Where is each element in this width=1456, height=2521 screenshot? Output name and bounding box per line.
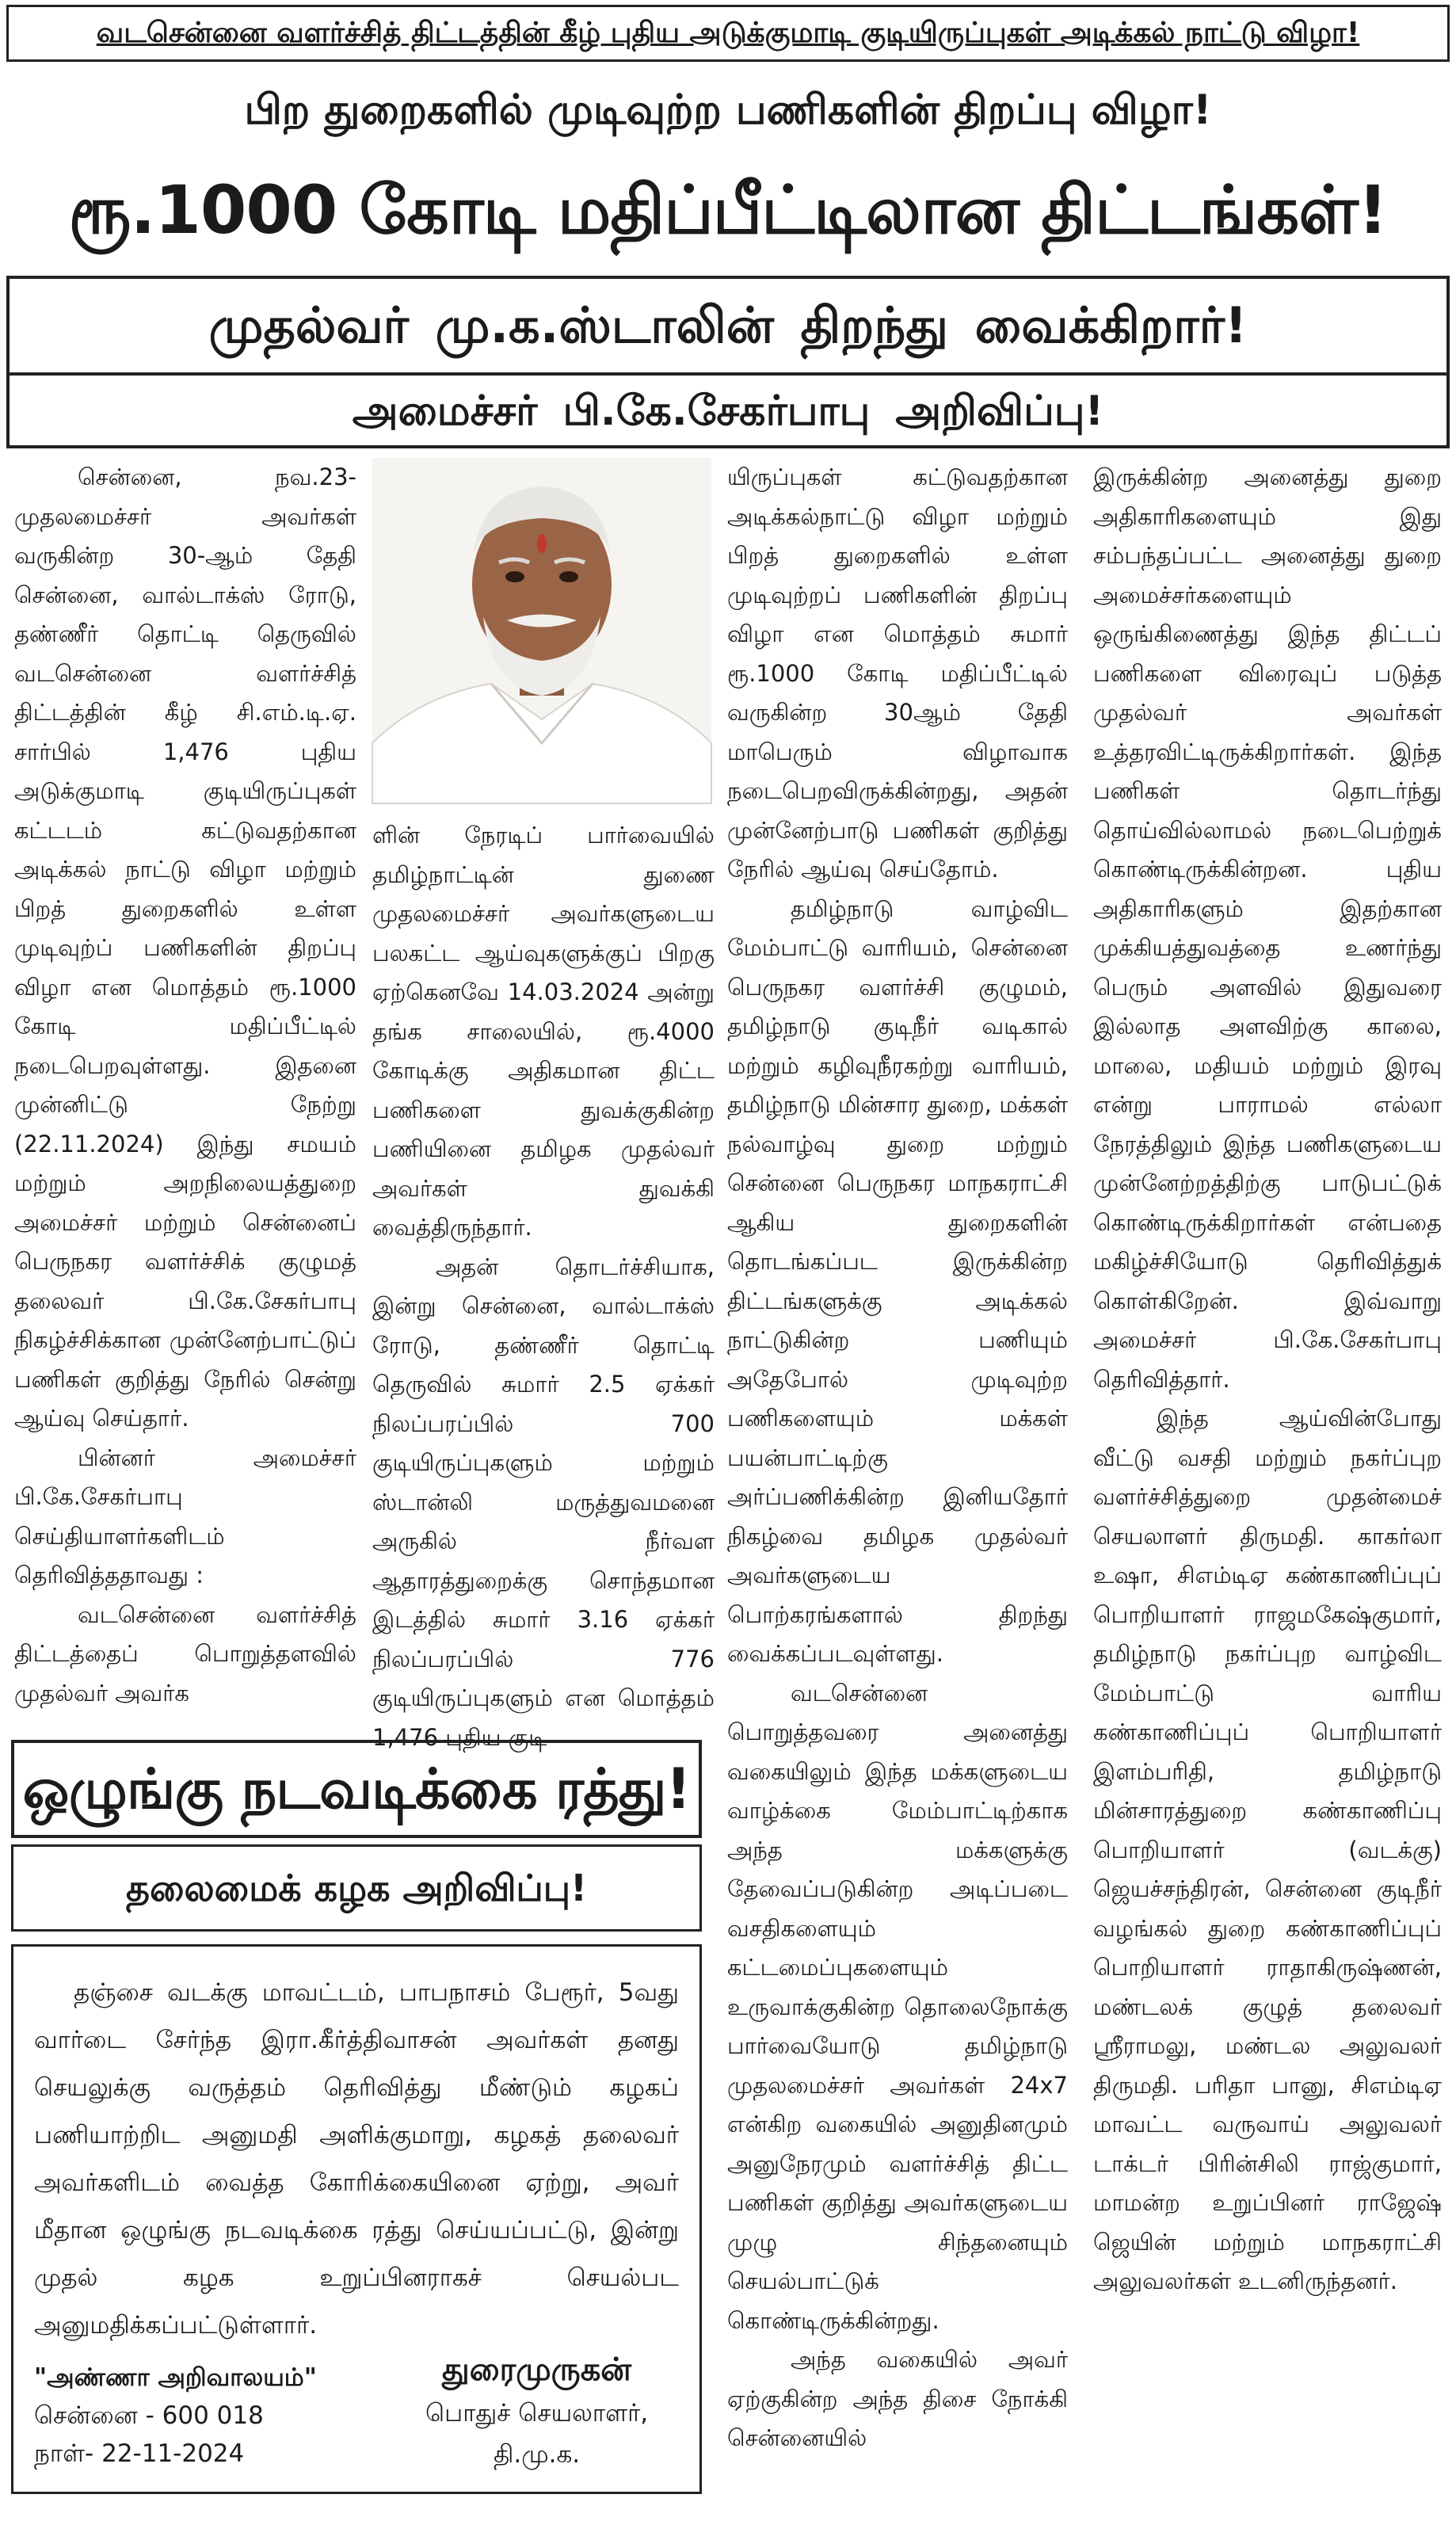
notice-party: தி.மு.க.	[493, 2440, 581, 2469]
minister-portrait-photo	[372, 458, 711, 803]
article-paragraph: அந்த வகையில் அவர் ஏற்குகின்ற அந்த திசை நோக்கி சென்னையில்	[727, 2346, 1068, 2451]
headline-box	[6, 276, 1450, 448]
headline-box-line1: முதல்வர் மு.க.ஸ்டாலின் திறந்து வைக்கிறார்!	[208, 296, 1248, 354]
article-paragraph: அதன் தொடர்ச்சியாக, இன்று சென்னை, வால்டாக்ஸ் ரோடு, தண்ணீர் தொட்டி தெருவில் சுமார் 2.5 ஏக்கர் நிலப்பரப்பில் 700 குடியிருப்புகளும் மற்றும் ஸ்டான்லி மருத்துவமனை அருகில் நீர்வள ஆதாரத்துறைக்கு சொந்தமான இடத்தில் சுமார் 3.16 ஏக்கர் நிலப்பரப்பில் 776 குடியிருப்புகளும் என மொத்தம் 1,476 புதிய குடி	[372, 1253, 715, 1751]
article-paragraph: இருக்கின்ற அனைத்து துறை அதிகாரிகளையும் இது சம்பந்தப்பட்ட அனைத்து துறை அமைச்சர்களையும் ஒருங்கிணைத்து இந்த திட்டப் பணிகளை விரைவுப் படுத்த முதல்வர் அவர்கள் உத்தரவிட்டிருக்கிறார்கள். இந்த பணிகள் தொடர்ந்து தொய்வில்லாமல் நடைபெற்றுக் கொண்டிருக்கின்றன. புதிய அதிகாரிகளும் இதற்கான முக்கியத்துவத்தை உணர்ந்து பெரும் அளவில் இதுவரை இல்லாத அளவிற்கு காலை, மாலை, மதியம் மற்றும் இரவு என்று பாராமல் எல்லா நேரத்திலும் இந்த பணிகளுடைய முன்னேற்றத்திற்கு பாடுபட்டுக் கொண்டிருக்கிறார்கள் என்பதை மகிழ்ச்சியோடு தெரிவித்துக் கொள்கிறேன். இவ்வாறு அமைச்சர் பி.கே.சேகர்பாபு தெரிவித்தார்.	[1093, 463, 1442, 1393]
headline-box-line2: அமைச்சர் பி.கே.சேகர்பாபு அறிவிப்பு!	[352, 387, 1104, 435]
notice-signature-block	[425, 2347, 648, 2475]
article-paragraph: சென்னை, நவ.23- முதலமைச்சர் அவர்கள் வருகின்ற 30-ஆம் தேதி சென்னை, வால்டாக்ஸ் ரோடு, தண்ணீர் தொட்டி தெருவில் வடசென்னை வளர்ச்சித் திட்டத்தின் கீழ் சி.எம்.டி.ஏ. சார்பில் 1,476 புதிய அடுக்குமாடி குடியிருப்புகள் கட்டடம் கட்டுவதற்கான அடிக்கல் நாட்டு விழா மற்றும் பிறத் துறைகளில் உள்ள முடிவுற்ப் பணிகளின் திறப்பு விழா என மொத்தம் ரூ.1000 கோடி மதிப்பீட்டில் நடைபெறவுள்ளது. இதனை முன்னிட்டு நேற்று (22.11.2024) இந்து சமயம் மற்றும் அறநிலையத்துறை அமைச்சர் மற்றும் சென்னைப் பெருநகர வளர்ச்சிக் குழுமத் தலைவர் பி.கே.சேகர்பாபு நிகழ்ச்சிக்கான முன்னேற்பாட்டுப் பணிகள் குறித்து நேரில் சென்று ஆய்வு செய்தார்.	[14, 463, 356, 1432]
article-paragraph: வடசென்னை வளர்ச்சித் திட்டத்தைப் பொறுத்தளவில் முதல்வர் அவர்க	[14, 1600, 356, 1707]
notice-date: நாள்- 22-11-2024	[34, 2439, 245, 2468]
article-paragraph: இந்த ஆய்வின்போது வீட்டு வசதி மற்றும் நகர்ப்புற வளர்ச்சித்துறை முதன்மைச் செயலாளர் திருமதி. காகர்லா உஷா, சிஎம்டிஏ கண்காணிப்புப் பொறியாளர் ராஜமகேஷ்குமார், தமிழ்நாடு நகர்ப்புற வாழ்விட மேம்பாட்டு வாரிய கண்காணிப்புப் பொறியாளர் இளம்பரிதி, தமிழ்நாடு மின்சாரத்துறை கண்காணிப்பு பொறியாளர் (வடக்கு) ஜெயச்சந்திரன், சென்னை குடிநீர் வழங்கல் துறை கண்காணிப்புப் பொறியாளர் ராதாகிருஷ்ணன், மண்டலக் குழுத் தலைவர் ஸ்ரீராமலு, மண்டல அலுவலர் திருமதி. பரிதா பானு, சிஎம்டிஏ மாவட்ட வருவாய் அலுவலர் டாக்டர் பிரின்சிலி ராஜ்குமார், மாமன்ற உறுப்பினர் ராஜேஷ் ஜெயின் மற்றும் மாநகராட்சி அலுவலர்கள் உடனிருந்தனர்.	[1093, 1405, 1442, 2294]
notice-address	[34, 2359, 317, 2473]
article-column-3	[727, 458, 1068, 2510]
notice-designation: பொதுச் செயலாளர்,	[425, 2399, 649, 2428]
notice-body-text: தஞ்சை வடக்கு மாவட்டம், பாபநாசம் பேரூர், 5வது வார்டை சேர்ந்த இரா.கீர்த்திவாசன் அவர்கள் தனது செயலுக்கு வருத்தம் தெரிவித்து மீண்டும் கழகப் பணியாற்றிட அனுமதி அளிக்குமாறு, கழகத் தலைவர் அவர்களிடம் வைத்த கோரிக்கையினை ஏற்று, அவர் மீதான ஒழுங்கு நடவடிக்கை ரத்து செய்யப்பட்டு, இன்று முதல் கழக உறுப்பினராகச் செயல்பட அனுமதிக்கப்பட்டுள்ளார்.	[34, 1978, 679, 2340]
article-column-1	[14, 458, 356, 1726]
main-headline: ரூ.1000 கோடி மதிப்பீட்டிலான திட்டங்கள்!	[68, 171, 1388, 249]
notice-title: ஒழுங்கு நடவடிக்கை ரத்து!	[11, 1740, 702, 1838]
article-column-2	[372, 816, 715, 1751]
article-column-4	[1093, 458, 1442, 2510]
article-paragraph: யிருப்புகள் கட்டுவதற்கான அடிக்கல்நாட்டு விழா மற்றும் பிறத் துறைகளில் உள்ள முடிவுற்றப் பணிகளின் திறப்பு விழா என மொத்தம் சுமார் ரூ.1000 கோடி மதிப்பீட்டில் வருகின்ற 30ஆம் தேதி மாபெரும் விழாவாக நடைபெறவிருக்கின்றது, அதன் முன்னேற்பாடு பணிகள் குறித்து நேரில் ஆய்வு செய்தோம்.	[727, 463, 1068, 883]
notice-body-box	[11, 1944, 702, 2494]
notice-address-line: சென்னை - 600 018	[34, 2401, 264, 2430]
minister-portrait-illustration	[372, 458, 711, 803]
party-notice-box	[11, 1740, 702, 2494]
article-paragraph: ளின் நேரடிப் பார்வையில் தமிழ்நாட்டின் துணை முதலமைச்சர் அவர்களுடைய பலகட்ட ஆய்வுகளுக்குப் பிறகு ஏற்கெனவே 14.03.2024 அன்று தங்க சாலையில், ரூ.4000 கோடிக்கு அதிகமான திட்ட பணிகளை துவக்குகின்ற பணியினை தமிழக முதல்வர் அவர்கள் துவக்கி வைத்திருந்தார்.	[372, 822, 715, 1241]
article-paragraph: வடசென்னை பொறுத்தவரை அனைத்து வகையிலும் இந்த மக்களுடைய வாழ்க்கை மேம்பாட்டிற்காக அந்த மக்களுக்கு தேவைப்படுகின்ற அடிப்படை வசதிகளையும் கட்டமைப்புகளையும் உருவாக்குகின்ற தொலைநோக்கு பார்வையோடு தமிழ்நாடு முதலமைச்சர் அவர்கள் 24x7 என்கிற வகையில் அனுதினமும் அனுநேரமும் வளர்ச்சித் திட்ட பணிகள் குறித்து அவர்களுடைய முழு சிந்தனையும் செயல்பாட்டுக் கொண்டிருக்கின்றது.	[727, 1679, 1068, 2334]
article-paragraph: தமிழ்நாடு வாழ்விட மேம்பாட்டு வாரியம், சென்னை பெருநகர வளர்ச்சி குழுமம், தமிழ்நாடு குடிநீர் வடிகால் மற்றும் கழிவுநீரகற்று வாரியம், தமிழ்நாடு மின்சார துறை, மக்கள் நல்வாழ்வு துறை மற்றும் சென்னை பெருநகர மாநகராட்சி ஆகிய துறைகளின் தொடங்கப்பட இருக்கின்ற திட்டங்களுக்கு அடிக்கல் நாட்டுகின்ற பணியும் அதேபோல் முடிவுற்ற பணிகளையும் மக்கள் பயன்பாட்டிற்கு அர்ப்பணிக்கின்ற இனியதோர் நிகழ்வை தமிழக முதல்வர் அவர்களுடைய பொற்கரங்களால் திறந்து வைக்கப்படவுள்ளது.	[727, 894, 1068, 1667]
notice-address-line: "அண்ணா அறிவாலயம்"	[34, 2363, 317, 2392]
notice-subtitle: தலைமைக் கழக அறிவிப்பு!	[11, 1844, 702, 1932]
subheadline: பிற துறைகளில் முடிவுற்ற பணிகளின் திறப்பு விழா!	[244, 86, 1212, 134]
top-banner-headline: வடசென்னை வளர்ச்சித் திட்டத்தின் கீழ் புதிய அடுக்குமாடி குடியிருப்புகள் அடிக்கல் நாட்டு விழா!	[6, 5, 1450, 62]
article-paragraph: பின்னர் அமைச்சர் பி.கே.சேகர்பாபு செய்தியாளர்களிடம் தெரிவித்ததாவது :	[14, 1444, 356, 1588]
notice-signatory: துரைமுருகன்	[442, 2351, 632, 2388]
